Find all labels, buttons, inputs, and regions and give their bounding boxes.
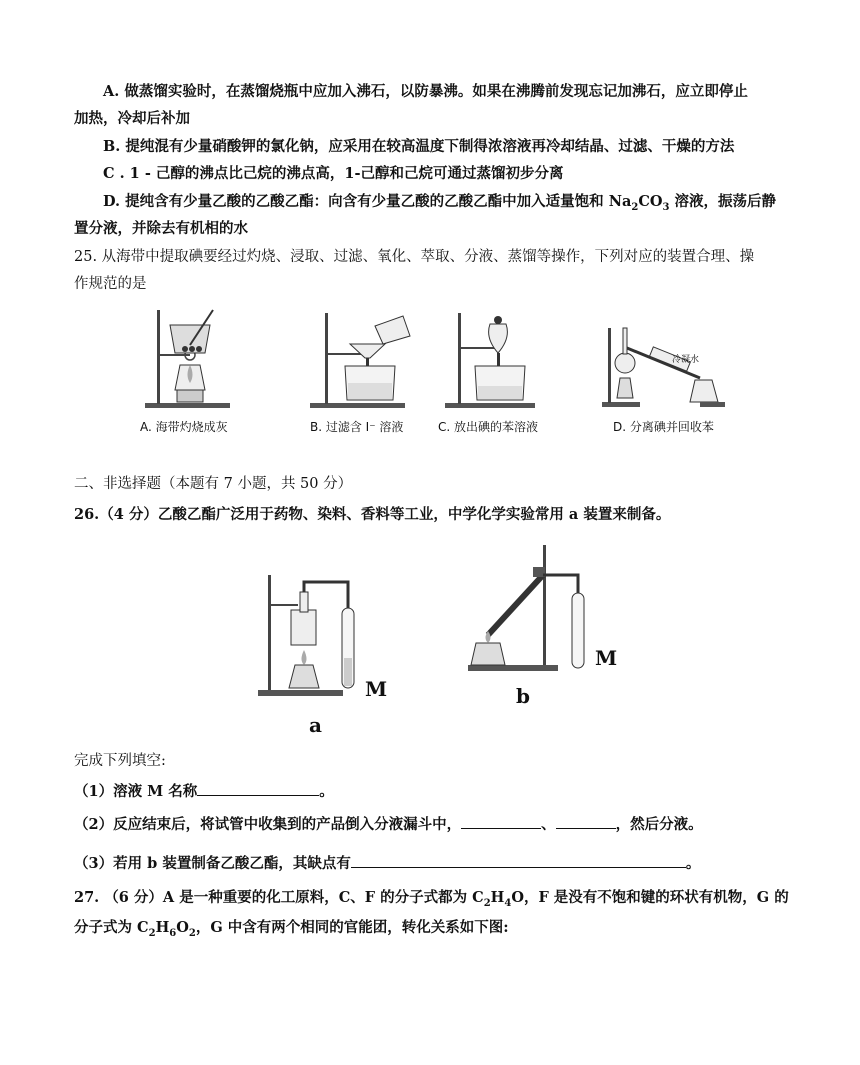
q26-label-a: a bbox=[309, 713, 322, 737]
q24-option-d-line2: 置分液，并除去有机相的水 bbox=[74, 220, 248, 237]
q27-text4: ，G 中含有两个相同的官能团，转化关系如下图: bbox=[195, 919, 509, 936]
q24-d-sub2: 3 bbox=[662, 201, 670, 213]
q25-stem-line1: 25. 从海带中提取碘要经过灼烧、浸取、过滤、氧化、萃取、分液、蒸馏等操作，下列对应的装置合理、操 bbox=[74, 249, 755, 265]
esterification-apparatus-b-icon bbox=[458, 535, 598, 683]
q25-figure-b bbox=[305, 308, 415, 410]
q25-figure-c bbox=[440, 308, 540, 410]
q27-sub3: 2 bbox=[148, 927, 156, 939]
q27-line2 bbox=[74, 918, 509, 944]
q26-part2-text: （2）反应结束后，将试管中收集到的产品倒入分液漏斗中， bbox=[74, 816, 462, 833]
q26-part3 bbox=[74, 852, 700, 874]
q24-d-text3: 溶液，振荡后静 bbox=[669, 193, 777, 210]
q26-label-m-a: M bbox=[365, 677, 388, 701]
q27-text3: 分子式为 C bbox=[74, 919, 149, 936]
answer-blank-2[interactable] bbox=[461, 813, 541, 829]
filtration-apparatus-icon bbox=[305, 308, 415, 410]
q24-d-sub: 2 bbox=[631, 201, 639, 213]
answer-blank-3[interactable] bbox=[556, 813, 616, 829]
esterification-apparatus-a-icon bbox=[243, 570, 383, 710]
section-heading: 二、非选择题（本题有 7 小题，共 50 分） bbox=[74, 476, 353, 492]
q25-stem-line2: 作规范的是 bbox=[74, 276, 147, 292]
fill-prompt: 完成下列填空: bbox=[74, 753, 166, 769]
q24-option-c: C . 1 - 己醇的沸点比己烷的沸点高，1-己醇和己烷可通过蒸馏初步分离 bbox=[103, 165, 564, 182]
q27-text2: O，F 是没有不饱和键的环状有机物，G 的 bbox=[511, 889, 789, 906]
q25-label-b: B. 过滤含 I⁻ 溶液 bbox=[310, 420, 404, 434]
q26-part1 bbox=[74, 780, 334, 802]
answer-blank-1[interactable] bbox=[197, 780, 319, 796]
q27-sub2: 4 bbox=[504, 897, 512, 909]
condenser-water-label: 冷凝水 bbox=[672, 355, 700, 365]
q27-sub4: 6 bbox=[169, 927, 177, 939]
q26-label-b: b bbox=[516, 684, 530, 708]
q24-d-text: D. 提纯含有少量乙酸的乙酸乙酯：向含有少量乙酸的乙酸乙酯中加入适量饱和 Na bbox=[103, 193, 632, 210]
q24-option-a-line2: 加热，冷却后补加 bbox=[74, 110, 190, 127]
q26-intro: 26.（4 分）乙酸乙酯广泛用于药物、染料、香料等工业，中学化学实验常用 a 装置来制备。 bbox=[74, 506, 671, 523]
q25-figure-a bbox=[135, 305, 235, 410]
q26-label-m-b: M bbox=[595, 646, 618, 670]
q26-part1-text: （1）溶液 M 名称 bbox=[74, 783, 198, 800]
q27-text1: 27. （6 分）A 是一种重要的化工原料，C、F 的分子式都为 C bbox=[74, 889, 484, 906]
q27-h2: H bbox=[155, 919, 170, 936]
q26-part2-sep: 、 bbox=[541, 816, 556, 833]
q25-figure-d bbox=[600, 318, 730, 410]
separatory-funnel-icon bbox=[440, 308, 540, 410]
q27-sub1: 2 bbox=[483, 897, 491, 909]
q26-part1-end: 。 bbox=[319, 783, 334, 800]
distillation-apparatus-icon bbox=[600, 318, 730, 410]
q27-sub5: 2 bbox=[188, 927, 196, 939]
q24-d-text2: CO bbox=[638, 193, 663, 210]
q27-line1 bbox=[74, 888, 789, 914]
q26-figure-b bbox=[458, 535, 598, 683]
q27-o: O bbox=[176, 919, 189, 936]
burning-apparatus-icon bbox=[135, 305, 235, 410]
answer-blank-4[interactable] bbox=[351, 852, 686, 868]
q26-part2 bbox=[74, 813, 703, 835]
q24-option-a-line1: A. 做蒸馏实验时，在蒸馏烧瓶中应加入沸石，以防暴沸。如果在沸腾前发现忘记加沸石，应立即停止 bbox=[103, 83, 748, 100]
q26-part3-end: 。 bbox=[685, 855, 701, 872]
q24-option-d-line1 bbox=[103, 192, 776, 218]
q25-label-a: A. 海带灼烧成灰 bbox=[140, 420, 228, 434]
q26-part3-text: （3）若用 b 装置制备乙酸乙酯，其缺点有 bbox=[74, 855, 351, 872]
q24-option-b: B. 提纯混有少量硝酸钾的氯化钠，应采用在较高温度下制得浓溶液再冷却结晶、过滤、干燥的方法 bbox=[103, 138, 735, 155]
q27-h: H bbox=[490, 889, 505, 906]
q26-part2-end: ，然后分液。 bbox=[615, 816, 703, 833]
q25-label-d: D. 分离碘并回收苯 bbox=[613, 420, 714, 434]
q25-label-c: C. 放出碘的苯溶液 bbox=[438, 420, 539, 434]
q26-figure-a bbox=[243, 570, 383, 710]
